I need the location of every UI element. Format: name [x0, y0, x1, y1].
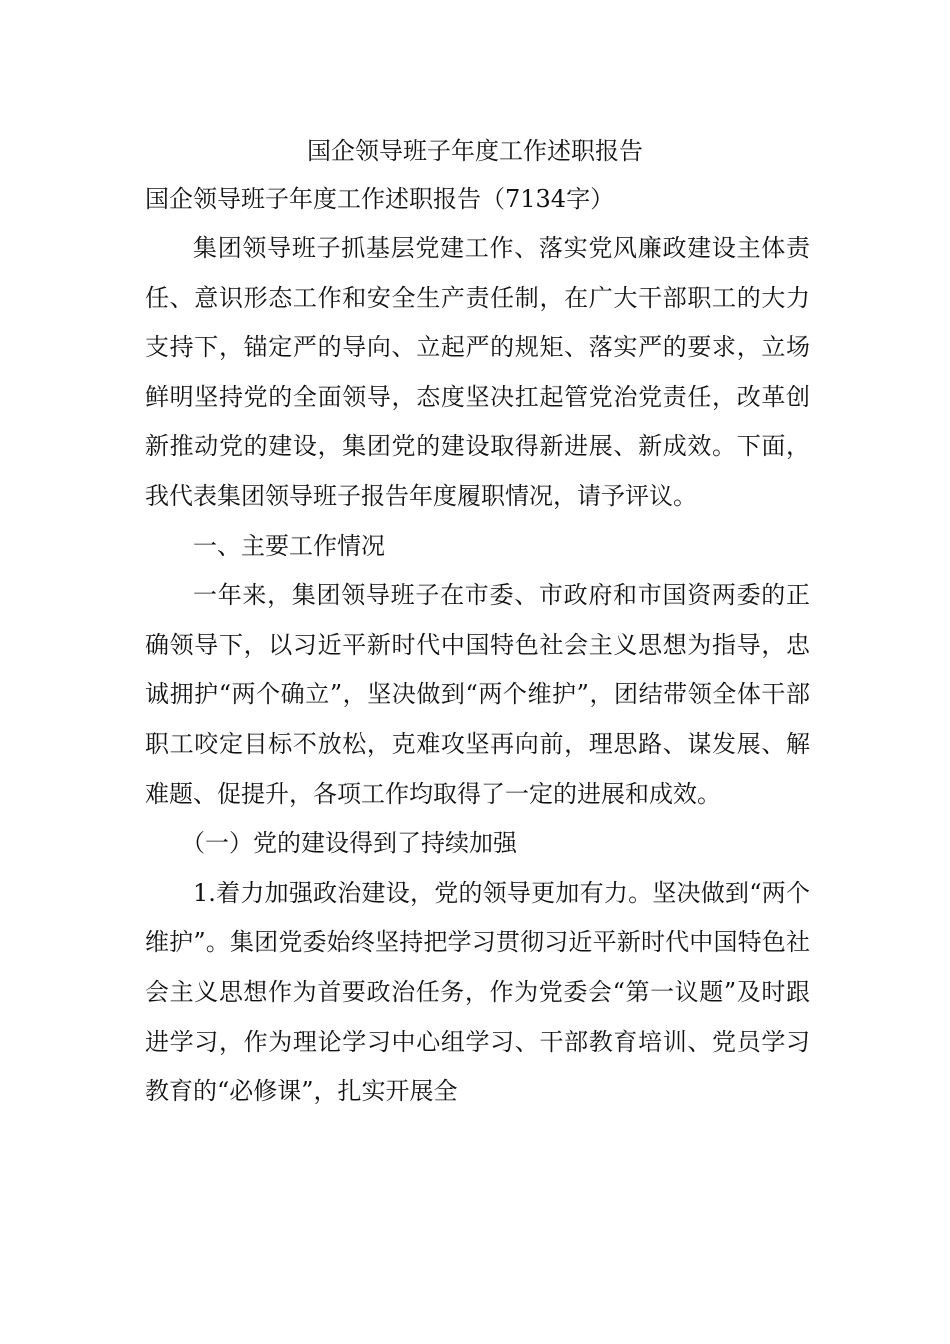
- overview-paragraph: 一年来，集团领导班子在市委、市政府和市国资两委的正确领导下，以习近平新时代中国特色社会主义思想为指导，忠诚拥护“两个确立”，坚决做到“两个维护”，团结带领全体干部职工咬定目标不放松，克难攻坚再向前，理思路、谋发展、解难题、促提升，各项工作均取得了一定的进展和成效。: [145, 581, 810, 808]
- document-subtitle: 国企领导班子年度工作述职报告（7134字）: [145, 185, 615, 213]
- subsection-heading-party-building: （一）党的建设得到了持续加强: [181, 829, 517, 858]
- intro-paragraph: 集团领导班子抓基层党建工作、落实党风廉政建设主体责任、意识形态工作和安全生产责任制，在广大干部职工的大力支持下，锚定严的导向、立起严的规矩、落实严的要求，立场鲜明坚持党的全面领导，态度坚决扛起管党治党责任，改革创新推动党的建设，集团党的建设取得新进展、新成效。下面，我代表集团领导班子报告年度履职情况，请予评议。: [145, 234, 810, 510]
- document-body: [145, 224, 810, 1117]
- document-title: 国企领导班子年度工作述职报告: [307, 137, 643, 165]
- section-heading-main-work: 一、主要工作情况: [193, 531, 385, 560]
- political-building-paragraph: 1.着力加强政治建设，党的领导更加有力。坚决做到“两个维护”。集团党委始终坚持把学习贯彻习近平新时代中国特色社会主义思想作为首要政治任务，作为党委会“第一议题”及时跟进学习，作为理论学习中心组学习、干部教育培训、党员学习教育的“必修课”，扎实开展全: [145, 878, 810, 1106]
